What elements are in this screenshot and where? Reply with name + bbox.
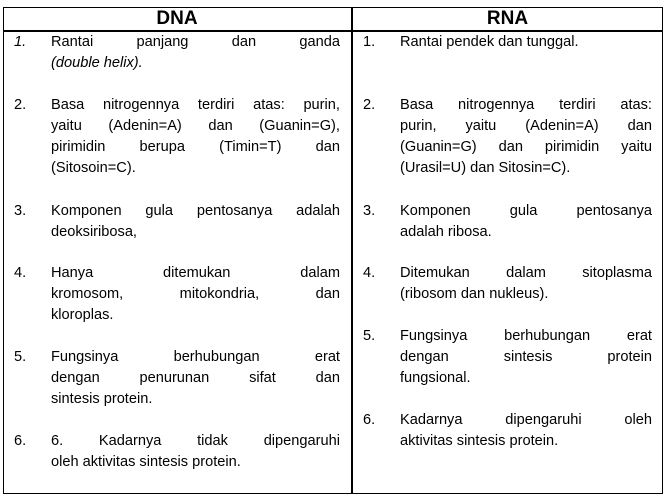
item-text-line: pirimidin berupa (Timin=T) dan [51,139,340,155]
item-text-line: (double helix). [51,55,143,71]
item-text-line: (Guanin=G) dan pirimidin yaitu [400,139,652,155]
item-text-line: Hanya ditemukan dalam [51,265,340,281]
item-number: 6. [14,433,27,449]
item-text-line: kromosom, mitokondria, dan [51,286,340,302]
item-number: 1. [14,34,27,50]
item-text-line: adalah ribosa. [400,224,492,240]
item-text [51,95,340,179]
item-number: 5. [14,349,27,365]
item-text-line: fungsional. [400,370,471,386]
item-text-line: deoksiribosa, [51,224,137,240]
rna-header: RNA [486,8,529,29]
item-number: 5. [363,328,376,344]
dna-header: DNA [156,8,198,29]
item-text-line: aktivitas sintesis protein. [400,433,559,449]
item-text-line: (Urasil=U) dan Sitosin=C). [400,160,571,176]
item-number: 6. [363,412,376,428]
item-number: 3. [14,203,27,219]
item-number: 3. [363,203,376,219]
item-number: 2. [363,97,376,113]
item-text-line: oleh aktivitas sintesis protein. [51,454,241,470]
item-text [400,410,652,452]
item-text-line: Kadarnya dipengaruhi oleh [400,412,652,428]
item-text-line: Ditemukan dalam sitoplasma [400,265,652,281]
item-number: 1. [363,34,376,50]
item-text [400,326,652,389]
item-number: 4. [363,265,376,281]
item-text-line: Basa nitrogennya terdiri atas: purin, [51,97,340,113]
item-text-line: Komponen gula pentosanya adalah [51,203,340,219]
item-number: 4. [14,265,27,281]
item-text-line: (ribosom dan nukleus). [400,286,549,302]
item-text-line: yaitu (Adenin=A) dan (Guanin=G), [51,118,340,134]
item-text [400,263,652,305]
item-text-line: dengan penurunan sifat dan [51,370,340,386]
item-text [400,32,652,53]
item-text [400,201,652,243]
item-number: 2. [14,97,27,113]
item-text [51,201,340,243]
item-text-line: dengan sintesis protein [400,349,652,365]
item-text-line: Komponen gula pentosanya [400,203,652,219]
item-text-line: Fungsinya berhubungan erat [400,328,652,344]
item-text-line: 6. Kadarnya tidak dipengaruhi [51,433,340,449]
item-text [51,347,340,410]
item-text [400,95,652,179]
item-text [51,263,340,326]
item-text [51,32,340,74]
item-text-line: purin, yaitu (Adenin=A) dan [400,118,652,134]
item-text-line: Basa nitrogennya terdiri atas: [400,97,652,113]
item-text-line: Rantai pendek dan tunggal. [400,34,579,50]
column-divider [351,7,353,494]
item-text-line: (Sitosoin=C). [51,160,136,176]
item-text-line: Rantai panjang dan ganda [51,34,340,50]
item-text-line: Fungsinya berhubungan erat [51,349,340,365]
item-text-line: sintesis protein. [51,391,153,407]
item-text [51,431,340,473]
item-text-line: kloroplas. [51,307,114,323]
